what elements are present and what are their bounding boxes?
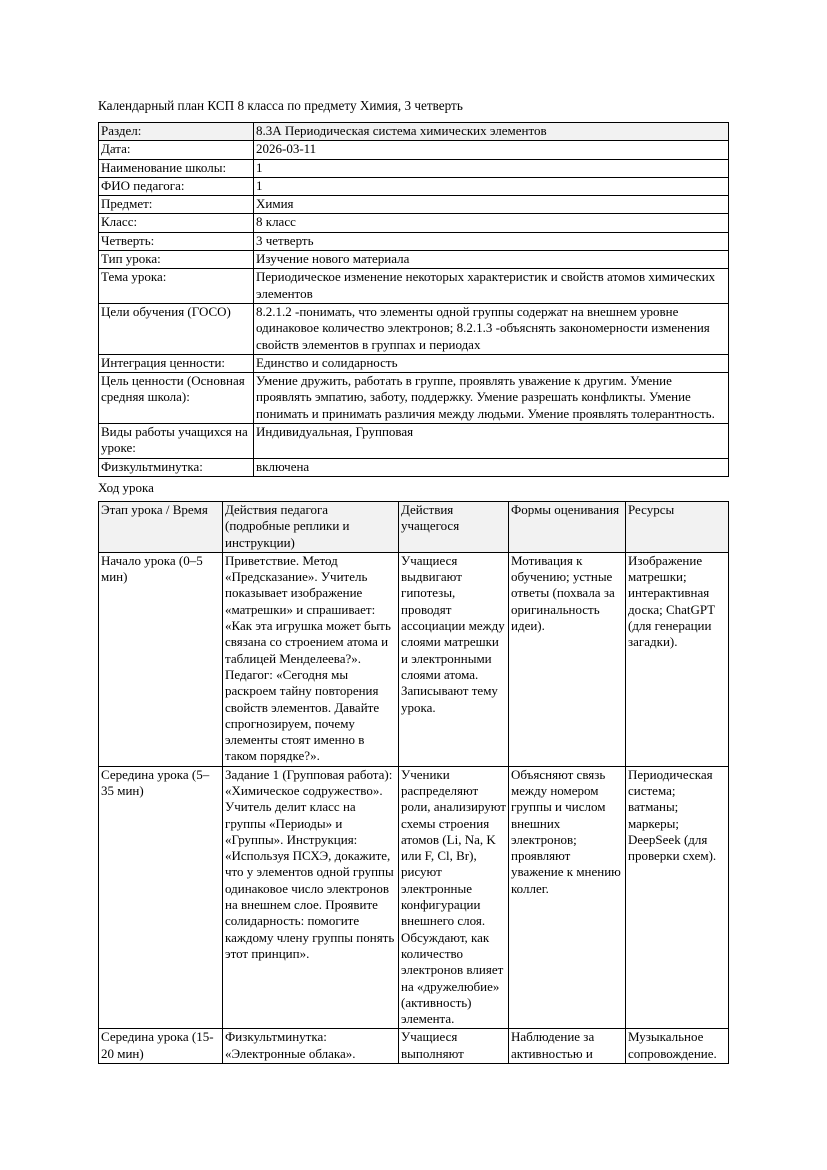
info-row bbox=[99, 177, 729, 195]
info-label-cell: Интеграция ценности: bbox=[99, 354, 254, 372]
info-row bbox=[99, 251, 729, 269]
info-label-cell: Дата: bbox=[99, 141, 254, 159]
info-label-cell: Класс: bbox=[99, 214, 254, 232]
info-value-cell: Химия bbox=[254, 196, 729, 214]
info-row bbox=[99, 232, 729, 250]
lesson-stage-cell: Начало урока (0–5 мин) bbox=[99, 552, 223, 766]
info-row bbox=[99, 458, 729, 476]
info-value-cell: 3 четверть bbox=[254, 232, 729, 250]
teacher-actions-cell: Задание 1 (Групповая работа): «Химическое содружество». Учитель делит класс на группы «Периоды» и «Группы». Инструкция: «Используя ПСХЭ, докажите, что у элементов одной группы одинаковое число электронов на внешнем слое. Проявите солидарность: помогите каждому члену группы понять этот принцип». bbox=[223, 766, 399, 1029]
info-row bbox=[99, 141, 729, 159]
info-value-cell: Периодическое изменение некоторых характеристик и свойств атомов химических элементов bbox=[254, 269, 729, 304]
info-value-cell: 8.2.1.2 -понимать, что элементы одной группы содержат на внешнем уровне одинаковое количество электронов; 8.2.1.3 -объяснять закономерности изменения свойств элементов в группах и периодах bbox=[254, 303, 729, 354]
lesson-info-table bbox=[98, 122, 729, 477]
info-label-cell: Тема урока: bbox=[99, 269, 254, 304]
info-label-cell: ФИО педагога: bbox=[99, 177, 254, 195]
stage-column-header: Этап урока / Время bbox=[99, 501, 223, 552]
info-value-cell: Единство и солидарность bbox=[254, 354, 729, 372]
lesson-row bbox=[99, 1029, 729, 1064]
info-label-cell: Виды работы учащихся на уроке: bbox=[99, 424, 254, 459]
lesson-stage-cell: Середина урока (15-20 мин) bbox=[99, 1029, 223, 1064]
teacher-actions-cell: Приветствие. Метод «Предсказание». Учитель показывает изображение «матрешки» и спрашивает: «Как эта игрушка может быть связана со строением атома и таблицей Менделеева?». Педагог: «Сегодня мы раскроем тайну повторения свойств элементов. Давайте спрогнозируем, почему элементы стоят именно в таком порядке?». bbox=[223, 552, 399, 766]
info-label-cell: Четверть: bbox=[99, 232, 254, 250]
student-actions-column-header: Действия учащегося bbox=[399, 501, 509, 552]
info-row bbox=[99, 373, 729, 424]
info-label-cell: Предмет: bbox=[99, 196, 254, 214]
teacher-actions-column-header: Действия педагога (подробные реплики и инструкции) bbox=[223, 501, 399, 552]
info-value-cell: 2026-03-11 bbox=[254, 141, 729, 159]
teacher-actions-cell: Физкультминутка: «Электронные облака». bbox=[223, 1029, 399, 1064]
assessment-column-header: Формы оценивания bbox=[509, 501, 626, 552]
lesson-flow-table bbox=[98, 501, 729, 1064]
lesson-row bbox=[99, 766, 729, 1029]
info-label-cell: Наименование школы: bbox=[99, 159, 254, 177]
info-row bbox=[99, 196, 729, 214]
info-label-cell: Физкультминутка: bbox=[99, 458, 254, 476]
info-value-cell: 1 bbox=[254, 159, 729, 177]
info-row bbox=[99, 159, 729, 177]
assessment-cell: Наблюдение за активностью и bbox=[509, 1029, 626, 1064]
info-label-cell: Раздел: bbox=[99, 123, 254, 141]
assessment-cell: Объясняют связь между номером группы и числом внешних электронов; проявляют уважение к мнению коллег. bbox=[509, 766, 626, 1029]
resources-column-header: Ресурсы bbox=[626, 501, 729, 552]
info-label-cell: Цель ценности (Основная средняя школа): bbox=[99, 373, 254, 424]
lesson-stage-cell: Середина урока (5–35 мин) bbox=[99, 766, 223, 1029]
info-row bbox=[99, 354, 729, 372]
assessment-cell: Мотивация к обучению; устные ответы (похвала за оригинальность идеи). bbox=[509, 552, 626, 766]
student-actions-cell: Учащиеся выполняют bbox=[399, 1029, 509, 1064]
info-value-cell: 1 bbox=[254, 177, 729, 195]
student-actions-cell: Ученики распределяют роли, анализируют схемы строения атомов (Li, Na, K или F, Cl, Br), рисуют электронные конфигурации внешнего слоя. Обсуждают, как количество электронов влияет на «дружелюбие» (активность) элемента. bbox=[399, 766, 509, 1029]
resources-cell: Периодическая система; ватманы; маркеры; DeepSeek (для проверки схем). bbox=[626, 766, 729, 1029]
lesson-row bbox=[99, 552, 729, 766]
info-value-cell: включена bbox=[254, 458, 729, 476]
resources-cell: Музыкальное сопровождение. bbox=[626, 1029, 729, 1064]
page-title: Календарный план КСП 8 класса по предмету Химия, 3 четверть bbox=[98, 98, 463, 113]
info-row bbox=[99, 123, 729, 141]
student-actions-cell: Учащиеся выдвигают гипотезы, проводят ассоциации между слоями матрешки и электронными слоями атома. Записывают тему урока. bbox=[399, 552, 509, 766]
info-row bbox=[99, 269, 729, 304]
lesson-table-header-row bbox=[99, 501, 729, 552]
info-value-cell: 8 класс bbox=[254, 214, 729, 232]
info-value-cell: Индивидуальная, Групповая bbox=[254, 424, 729, 459]
section-heading: Ход урока bbox=[98, 479, 154, 495]
info-row bbox=[99, 303, 729, 354]
resources-cell: Изображение матрешки; интерактивная доска; ChatGPT (для генерации загадки). bbox=[626, 552, 729, 766]
info-value-cell: 8.3А Периодическая система химических элементов bbox=[254, 123, 729, 141]
info-value-cell: Изучение нового материала bbox=[254, 251, 729, 269]
info-value-cell: Умение дружить, работать в группе, проявлять уважение к другим. Умение проявлять эмпатию, заботу, поддержку. Умение разрешать конфликты. Умение понимать и принимать различия между людьми. Умение проявлять толерантность. bbox=[254, 373, 729, 424]
info-label-cell: Тип урока: bbox=[99, 251, 254, 269]
info-row bbox=[99, 214, 729, 232]
info-row bbox=[99, 424, 729, 459]
info-label-cell: Цели обучения (ГОСО) bbox=[99, 303, 254, 354]
